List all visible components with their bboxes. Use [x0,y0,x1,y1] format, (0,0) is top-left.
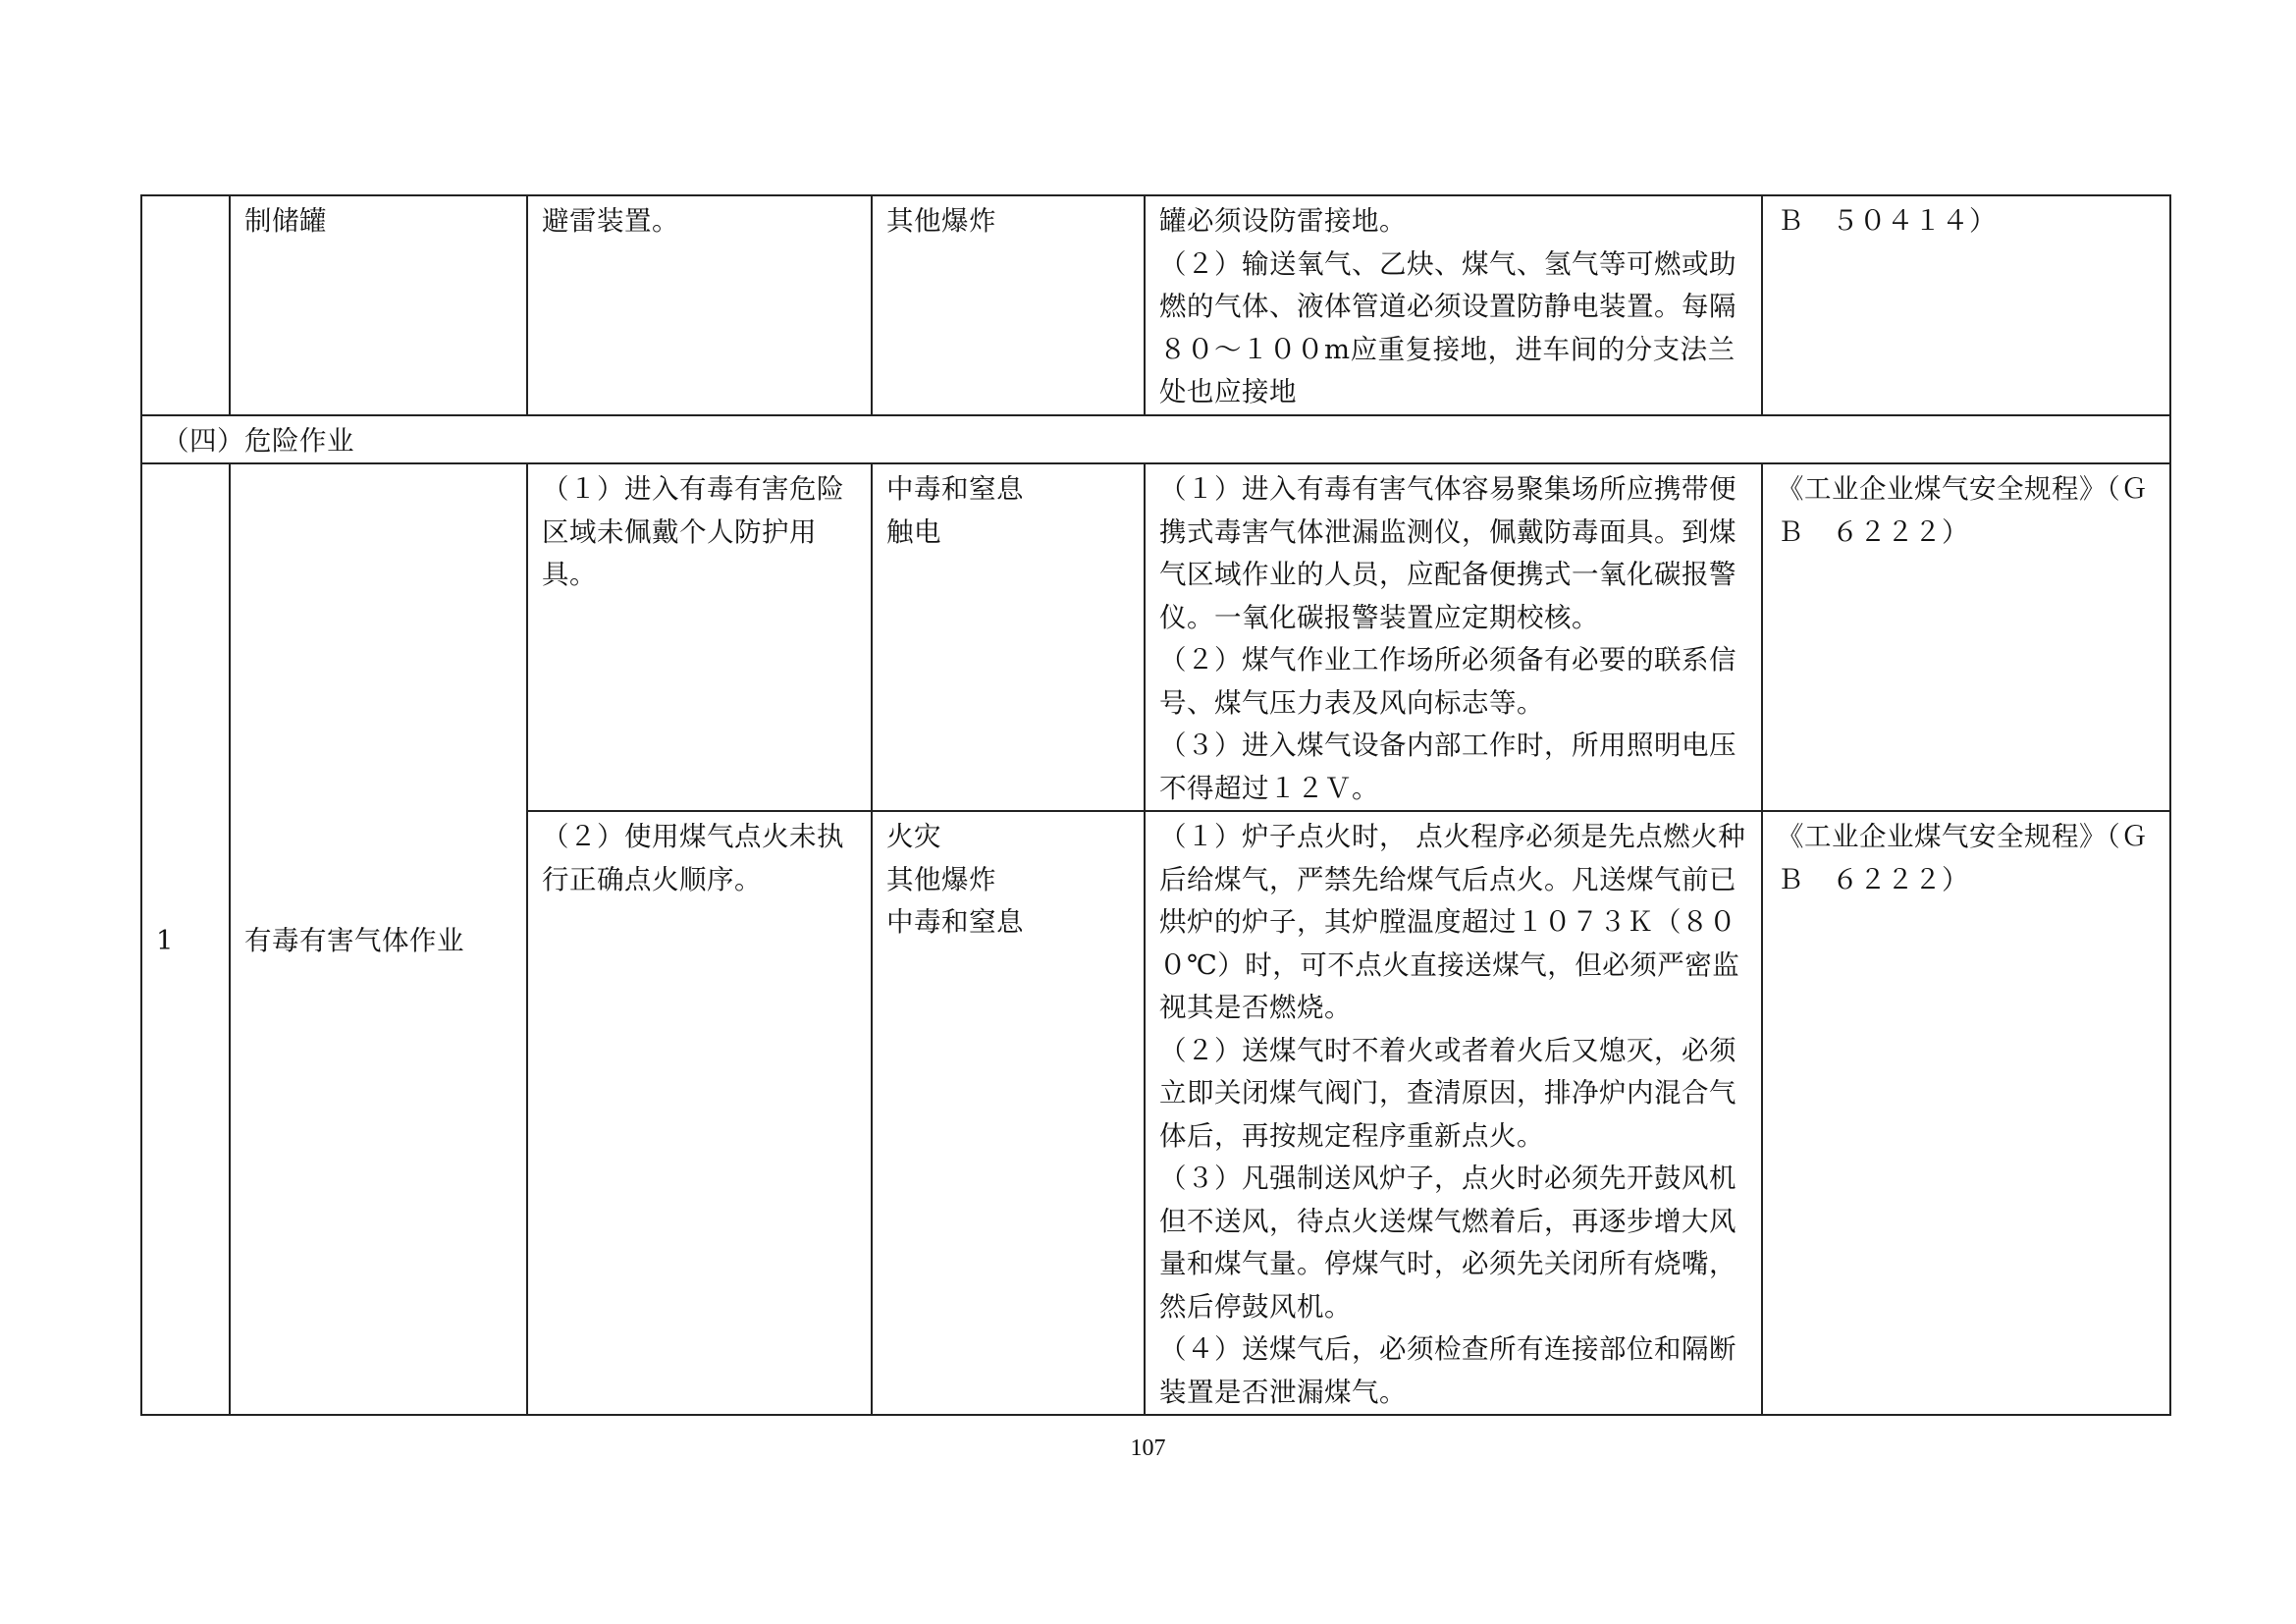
row-number-cell: 1 [141,463,230,1415]
basis-cell: 《工业企业煤气安全规程》（ＧＢ ６２２２） [1762,811,2170,1415]
measures-cell [1145,463,1762,811]
basis-cell: 《工业企业煤气安全规程》（ＧＢ ６２２２） [1762,463,2170,811]
hazard-cell: 避雷装置。 [527,195,872,415]
measure-item: （２）输送氧气、乙炔、煤气、氢气等可燃或助燃的气体、液体管道必须设置防静电装置。每隔８０～１００m应重复接地，进车间的分支法兰处也应接地 [1159,247,1736,407]
measures-cell [1145,195,1762,415]
item-cell: 有毒有害气体作业 [230,463,527,1415]
page-number: 107 [1130,1435,1166,1461]
accident-type: 中毒和窒息 [886,906,1024,938]
table-row [141,463,2170,811]
accident-type: 火灾 [886,821,941,852]
table-row [141,195,2170,415]
hazard-table [140,194,2171,1416]
accident-type: 其他爆炸 [886,205,996,237]
row-number-cell [141,195,230,415]
basis-cell: Ｂ ５０４１４） [1762,195,2170,415]
measure-item: （２）送煤气时不着火或者着火后又熄灭，必须立即关闭煤气阀门，查清原因，排净炉内混合气体后，再按规定程序重新点火。 [1159,1034,1736,1152]
measure-item: （４）送煤气后，必须检查所有连接部位和隔断装置是否泄漏煤气。 [1159,1333,1736,1408]
measure-item: （２）煤气作业工作场所必须备有必要的联系信号、煤气压力表及风向标志等。 [1159,644,1736,719]
section-row [141,415,2170,464]
accident-type: 中毒和窒息 [886,473,1024,505]
accident-type: 其他爆炸 [886,863,996,895]
measures-cell [1145,811,1762,1415]
measure-item: （３）凡强制送风炉子，点火时必须先开鼓风机但不送风，待点火送煤气燃着后，再逐步增大风量和煤气量。停煤气时，必须先关闭所有烧嘴，然后停鼓风机。 [1159,1163,1736,1323]
accident-type: 触电 [886,515,941,548]
measure-item: 罐必须设防雷接地。 [1159,205,1407,237]
measure-item: （３）进入煤气设备内部工作时，所用照明电压不得超过１２Ｖ。 [1159,730,1736,804]
accident-cell [872,811,1145,1415]
item-cell: 制储罐 [230,195,527,415]
measure-item: （１）进入有毒有害气体容易聚集场所应携带便携式毒害气体泄漏监测仪，佩戴防毒面具。到煤气区域作业的人员，应配备便携式一氧化碳报警仪。一氧化碳报警装置应定期校核。 [1159,473,1736,633]
hazard-cell: （２）使用煤气点火未执行正确点火顺序。 [527,811,872,1415]
accident-cell [872,463,1145,811]
measure-item: （１）炉子点火时， 点火程序必须是先点燃火种后给煤气，严禁先给煤气后点火。凡送煤气前已烘炉的炉子，其炉膛温度超过１０７３Ｋ（８００℃）时，可不点火直接送煤气，但必须严密监视其是否燃烧。 [1159,821,1746,1023]
section-title: （四）危险作业 [141,415,2170,464]
hazard-cell: （１）进入有毒有害危险区域未佩戴个人防护用具。 [527,463,872,811]
accident-cell [872,195,1145,415]
